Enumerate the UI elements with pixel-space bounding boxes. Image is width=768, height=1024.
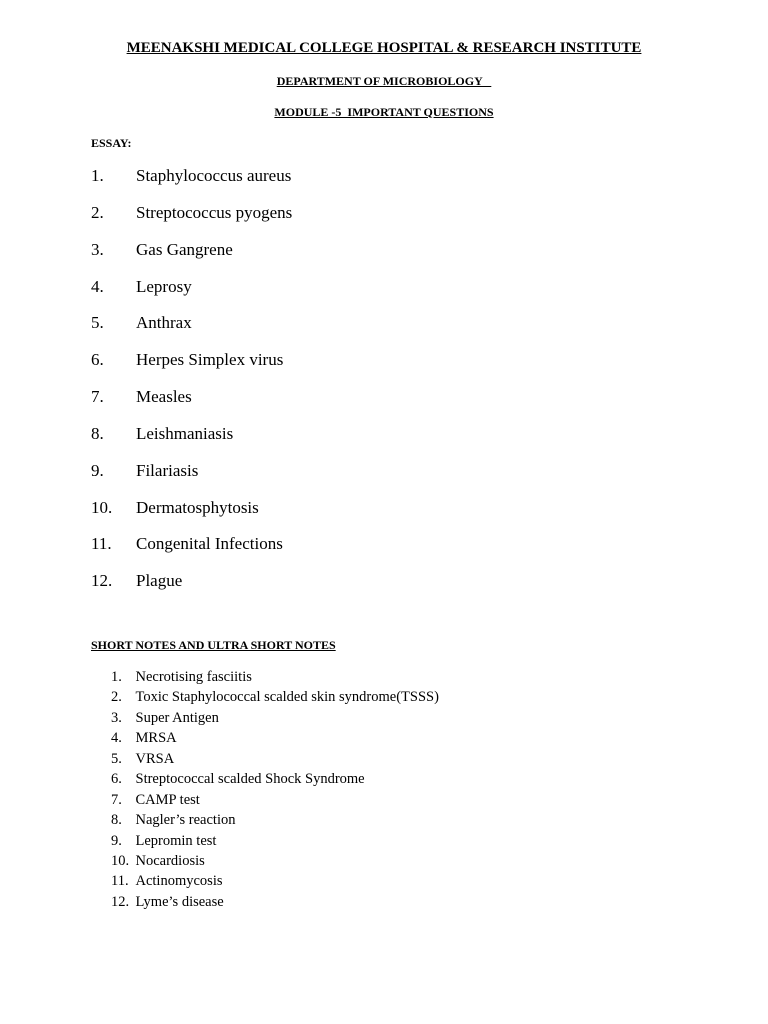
essay-item-number: 10. xyxy=(91,497,113,517)
short-note-item xyxy=(111,687,439,707)
short-note-text: CAMP test xyxy=(135,791,200,808)
module-title: MODULE -5 IMPORTANT QUESTIONS xyxy=(274,105,494,119)
short-note-text: Super Antigen xyxy=(135,709,219,726)
short-note-number: 2. xyxy=(111,689,122,706)
essay-item-text: Streptococcus pyogens xyxy=(136,202,293,222)
essay-item xyxy=(91,459,292,496)
essay-item xyxy=(91,385,292,422)
short-note-item xyxy=(111,728,439,748)
short-note-number: 8. xyxy=(111,812,122,829)
institution-title: MEENAKSHI MEDICAL COLLEGE HOSPITAL & RESEARCH INSTITUTE xyxy=(126,40,642,56)
essay-item-number: 7. xyxy=(91,387,104,407)
short-note-text: Actinomycosis xyxy=(135,873,223,890)
short-note-text: Lyme’s disease xyxy=(135,893,224,910)
short-note-text: VRSA xyxy=(135,750,175,767)
essay-item-text: Filariasis xyxy=(136,460,199,480)
department-title: DEPARTMENT OF MICROBIOLOGY xyxy=(276,74,492,88)
short-note-item xyxy=(111,708,439,728)
short-note-number: 11. xyxy=(111,873,129,890)
essay-item xyxy=(91,311,292,348)
short-note-item xyxy=(111,790,439,810)
short-note-number: 3. xyxy=(111,709,122,726)
short-note-number: 9. xyxy=(111,832,122,849)
essay-item-text: Staphylococcus aureus xyxy=(136,166,292,185)
short-note-text: Nocardiosis xyxy=(135,852,205,869)
essay-item xyxy=(91,275,292,312)
short-note-text: Necrotising fasciitis xyxy=(135,669,252,685)
short-note-number: 6. xyxy=(111,771,122,788)
essay-heading: ESSAY: xyxy=(91,136,132,150)
short-note-number: 7. xyxy=(111,791,122,808)
essay-item-number: 6. xyxy=(91,350,104,370)
short-note-text: Nagler’s reaction xyxy=(135,812,236,829)
short-note-item xyxy=(111,871,439,891)
essay-item xyxy=(91,422,292,459)
essay-item xyxy=(91,238,292,275)
essay-item-text: Leprosy xyxy=(136,276,192,296)
essay-item-text: Gas Gangrene xyxy=(136,239,233,259)
short-notes-heading: SHORT NOTES AND ULTRA SHORT NOTES xyxy=(91,638,336,652)
essay-item-number: 8. xyxy=(91,423,104,443)
essay-item xyxy=(91,164,292,201)
short-note-item xyxy=(111,810,439,830)
short-note-number: 4. xyxy=(111,730,122,747)
short-note-item xyxy=(111,851,439,871)
short-note-text: Lepromin test xyxy=(135,832,217,849)
essay-item-number: 11. xyxy=(91,534,112,554)
essay-item-number: 3. xyxy=(91,239,104,259)
short-note-text: MRSA xyxy=(135,730,177,747)
essay-item-number: 9. xyxy=(91,460,104,480)
essay-item-text: Anthrax xyxy=(136,313,192,333)
short-note-number: 12. xyxy=(111,893,130,910)
essay-item-text: Measles xyxy=(136,387,192,407)
short-notes-list xyxy=(111,667,439,912)
short-note-number: 1. xyxy=(111,669,122,685)
essay-item-number: 5. xyxy=(91,313,104,333)
short-note-number: 5. xyxy=(111,750,122,767)
essay-item xyxy=(91,569,292,606)
essay-item-number: 4. xyxy=(91,276,104,296)
essay-item-text: Congenital Infections xyxy=(136,534,283,554)
short-note-item xyxy=(111,749,439,769)
essay-item-text: Dermatosphytosis xyxy=(136,497,259,517)
essay-item xyxy=(91,348,292,385)
essay-item xyxy=(91,496,292,533)
essay-item xyxy=(91,532,292,569)
essay-item-number: 12. xyxy=(91,571,113,591)
short-note-item xyxy=(111,769,439,789)
short-note-text: Toxic Staphylococcal scalded skin syndrome(TSSS) xyxy=(135,689,439,706)
essay-item-number: 1. xyxy=(91,166,104,185)
essay-question-list xyxy=(91,164,292,606)
short-note-text: Streptococcal scalded Shock Syndrome xyxy=(135,771,365,788)
essay-item xyxy=(91,201,292,238)
short-note-item xyxy=(111,892,439,912)
essay-item-text: Leishmaniasis xyxy=(136,423,234,443)
short-note-item xyxy=(111,831,439,851)
short-note-number: 10. xyxy=(111,852,130,869)
essay-item-text: Herpes Simplex virus xyxy=(136,350,284,370)
essay-item-number: 2. xyxy=(91,202,104,222)
essay-item-text: Plague xyxy=(136,571,183,591)
short-note-item xyxy=(111,667,439,687)
